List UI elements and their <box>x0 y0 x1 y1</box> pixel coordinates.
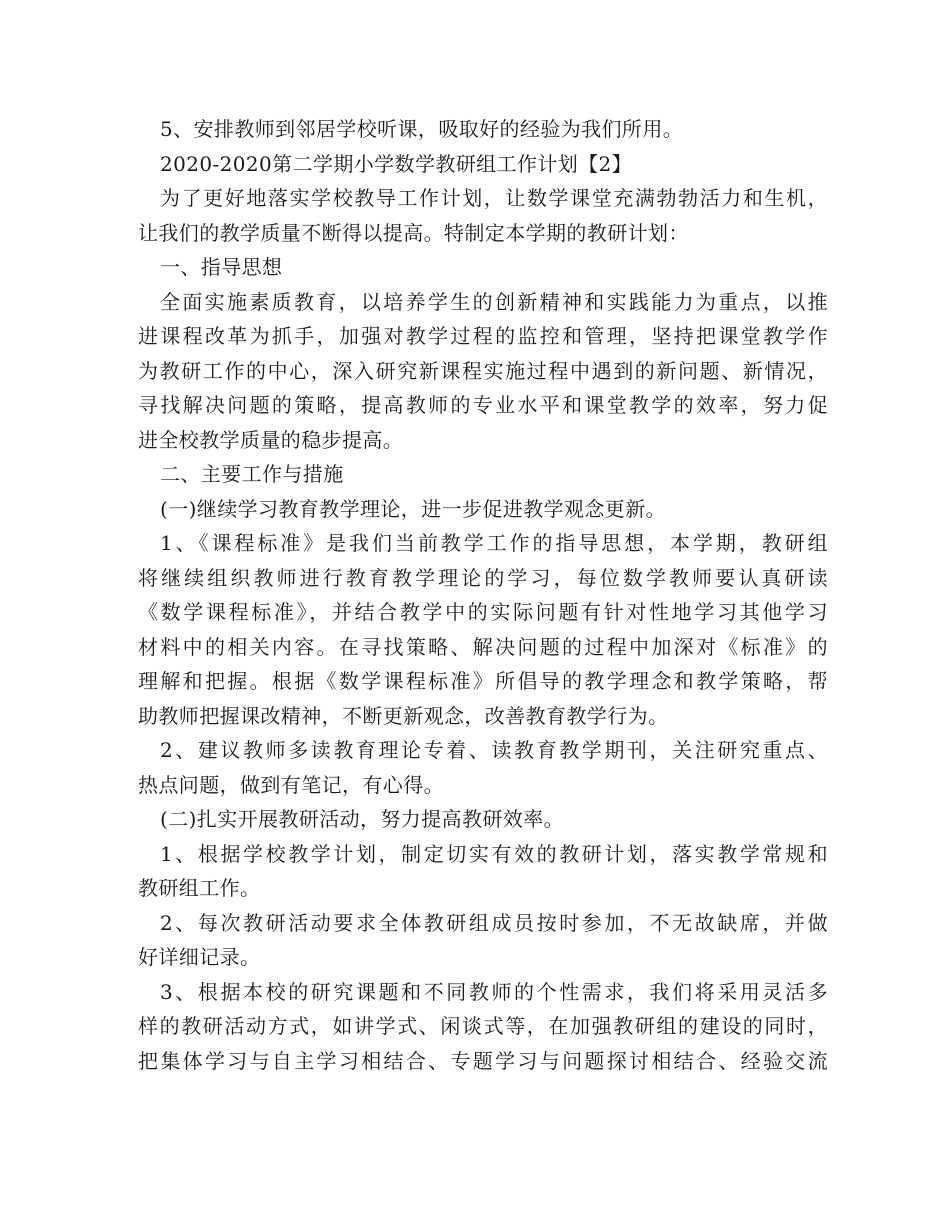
text-line: 材料中的相关内容。在寻找策略、解决问题的过程中加深对《标准》的 <box>138 634 828 659</box>
subsection-heading: (二)扎实开展教研活动，努力提高教研效率。 <box>160 807 565 831</box>
text-line: 2、建议教师多读教育理论专着、读教育教学期刊，关注研究重点、 <box>160 738 828 762</box>
text-line: 理解和把握。根据《数学课程标准》所倡导的教学理念和教学策略，帮 <box>138 669 828 693</box>
text-line: 《数学课程标准》，并结合教学中的实际问题有针对性地学习其他学习 <box>138 600 828 624</box>
text-line: 寻找解决问题的策略，提高教师的专业水平和课堂教学的效率，努力促 <box>138 393 828 417</box>
text-line: 为了更好地落实学校教导工作计划，让数学课堂充满勃勃活力和生机， <box>160 186 828 210</box>
text-line: 为教研工作的中心，深入研究新课程实施过程中遇到的新问题、新情况， <box>138 358 828 383</box>
text-line: 2、每次教研活动要求全体教研组成员按时参加，不无故缺席，并做 <box>160 910 828 935</box>
subsection-heading: (一)继续学习教育教学理论，进一步促进教学观念更新。 <box>160 496 667 521</box>
text-line: 把集体学习与自主学习相结合、专题学习与问题探讨相结合、经验交流 <box>138 1048 828 1073</box>
text-line: 进课程改革为抓手，加强对教学过程的监控和管理，坚持把课堂教学作 <box>138 324 828 348</box>
section-heading: 一、指导思想 <box>160 255 283 279</box>
text-line: 助教师把握课改精神，不断更新观念，改善教育教学行为。 <box>138 703 669 728</box>
text-line: 好详细记录。 <box>138 945 261 969</box>
document-body <box>138 112 828 1078</box>
text-line: 热点问题，做到有笔记，有心得。 <box>138 772 444 797</box>
text-line: 进全校教学质量的稳步提高。 <box>138 427 404 452</box>
text-line: 全面实施素质教育，以培养学生的创新精神和实践能力为重点，以推 <box>160 289 828 314</box>
text-line: 教研组工作。 <box>138 876 261 900</box>
text-line: 5、安排教师到邻居学校听课，吸取好的经验为我们所用。 <box>160 117 684 141</box>
text-line: 1、根据学校教学计划，制定切实有效的教研计划，落实教学常规和 <box>160 841 828 866</box>
text-line: 3、根据本校的研究课题和不同教师的个性需求，我们将采用灵活多 <box>160 979 828 1004</box>
text-line: 让我们的教学质量不断得以提高。特制定本学期的教研计划： <box>138 220 689 245</box>
text-line: 1、《课程标准》是我们当前教学工作的指导思想，本学期，教研组 <box>160 531 828 555</box>
text-line: 样的教研活动方式，如讲学式、闲谈式等，在加强教研组的建设的同时， <box>138 1014 828 1038</box>
section-heading: 二、主要工作与措施 <box>160 462 344 486</box>
text-line: 2020-2020第二学期小学数学教研组工作计划【2】 <box>160 151 633 176</box>
text-line: 将继续组织教师进行教育教学理论的学习，每位数学教师要认真研读 <box>138 565 828 590</box>
